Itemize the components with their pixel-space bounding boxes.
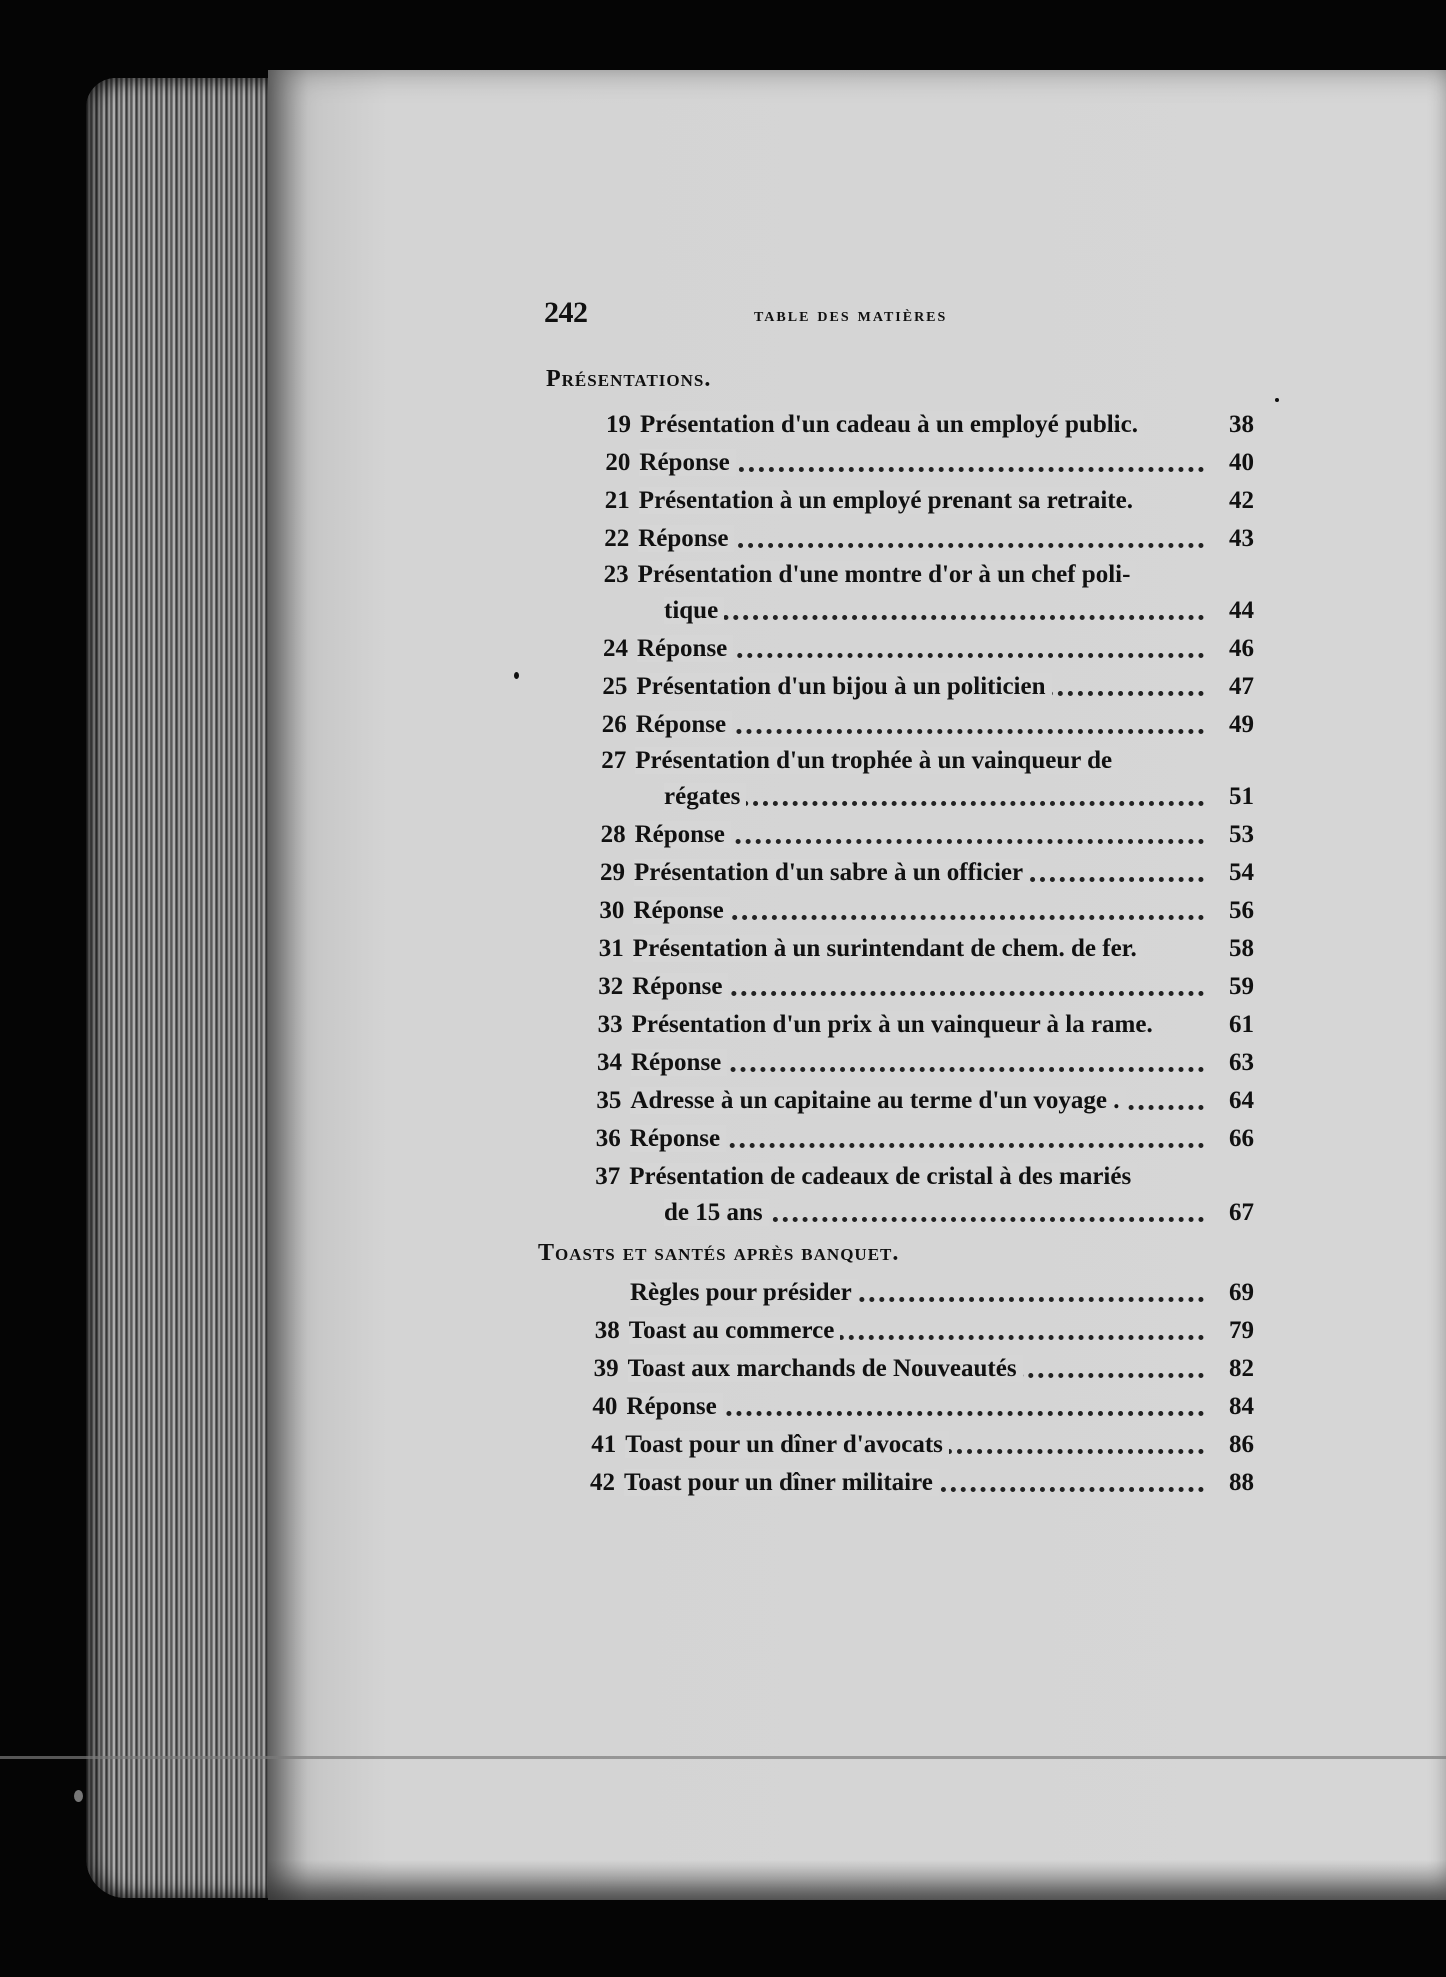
entry-number: 27 [601, 747, 627, 774]
section-heading: Toasts et santés après banquet. [538, 1240, 900, 1266]
entry-number: 21 [604, 487, 630, 514]
entry-page: 58 [1228, 935, 1254, 962]
entry-page: 38 [1229, 411, 1254, 438]
entry-title [636, 672, 1204, 702]
entry-title-text: Présentation d'un prix à un vainqueur à la rame. [632, 1011, 1159, 1038]
speck [74, 1790, 83, 1802]
entry-title [632, 972, 1204, 1002]
speck [1275, 398, 1279, 402]
entry-title [624, 1468, 1204, 1498]
entry-title-text: Présentation d'un cadeau à un employé public. [640, 411, 1144, 438]
toc-entry-continuation [664, 782, 1254, 812]
entry-title [630, 1086, 1204, 1116]
entry-number: 19 [606, 411, 631, 438]
entry-title [629, 1316, 1204, 1346]
page-header [0, 296, 1446, 336]
entry-title-text: Réponse [633, 897, 729, 924]
toc-entry [603, 634, 1254, 664]
entry-page: 49 [1228, 711, 1254, 738]
speck [514, 672, 519, 679]
entry-page: 64 [1228, 1087, 1254, 1114]
toc-entry [605, 448, 1254, 478]
entry-title [626, 1392, 1204, 1422]
toc-entry-continuation [664, 596, 1254, 626]
entry-page: 84 [1228, 1393, 1254, 1420]
entry-title-text: Réponse [631, 1049, 727, 1076]
entry-number: 32 [598, 973, 624, 1000]
entry-title-continuation [664, 1198, 1204, 1228]
entry-title-text: Règles pour présider [630, 1279, 858, 1306]
toc-entry [591, 1430, 1254, 1460]
entry-title [634, 858, 1204, 888]
toc-entry [595, 1316, 1254, 1346]
toc-entry [604, 560, 1254, 590]
entry-page: 43 [1228, 525, 1254, 552]
entry-page: 67 [1229, 1199, 1254, 1226]
entry-page: 42 [1228, 487, 1254, 514]
toc-entry [601, 746, 1254, 776]
toc-entry [596, 1278, 1254, 1308]
entry-number: 24 [603, 635, 628, 662]
entry-number: 23 [603, 561, 629, 588]
entry-title-text: Réponse [636, 711, 732, 738]
entry-number: 40 [592, 1393, 618, 1420]
entry-title-text: Réponse [637, 635, 733, 662]
toc-entry [598, 1010, 1254, 1040]
entry-title-text: Présentation d'un sabre à un officier [634, 859, 1029, 886]
entry-title [638, 524, 1204, 554]
section-heading: Présentations. [546, 366, 712, 392]
entry-title-text: Réponse [638, 525, 734, 552]
entry-number: 26 [601, 711, 627, 738]
entry-number: 38 [594, 1317, 620, 1344]
entry-page: 66 [1228, 1125, 1254, 1152]
entry-page: 63 [1229, 1049, 1254, 1076]
entry-title-text: Toast pour un dîner militaire [624, 1469, 939, 1496]
entry-title-text: Toast pour un dîner d'avocats [625, 1431, 949, 1458]
entry-title [630, 1278, 1204, 1308]
entry-title-text: Réponse [632, 973, 728, 1000]
entry-title-text: Adresse à un capitaine au terme d'un voyage . [630, 1087, 1125, 1114]
toc-entry [604, 524, 1254, 554]
entry-title [628, 1354, 1204, 1384]
entry-title [625, 1430, 1204, 1460]
entry-title [638, 560, 1254, 590]
entry-number: 20 [605, 449, 631, 476]
entry-title-text: Réponse [630, 1125, 726, 1152]
toc-entry [596, 1086, 1254, 1116]
entry-title-continuation-text: régates [664, 783, 746, 810]
entry-title-text: Présentation d'un trophée à un vainqueur de [635, 747, 1118, 774]
entry-page: 86 [1228, 1431, 1254, 1458]
toc-entry [605, 486, 1254, 516]
entry-number: 35 [596, 1087, 622, 1114]
entry-number: 41 [591, 1431, 617, 1458]
toc-entry [597, 1048, 1254, 1078]
toc-entry [601, 820, 1254, 850]
entry-title [630, 1124, 1204, 1154]
entry-page: 54 [1229, 859, 1254, 886]
entry-title [635, 820, 1204, 850]
toc-entry [599, 896, 1254, 926]
entry-page: 53 [1228, 821, 1254, 848]
page-number: 242 [544, 296, 588, 329]
entry-number: 36 [595, 1125, 621, 1152]
entry-number: 39 [593, 1355, 619, 1382]
entry-title-text: Présentation d'une montre d'or à un chef poli- [638, 561, 1137, 588]
entry-title-continuation [664, 782, 1204, 812]
entry-number: 42 [590, 1469, 615, 1496]
entry-title-text: Présentation de cadeaux de cristal à des mariés [629, 1163, 1137, 1190]
entry-title-text: Toast au commerce [629, 1317, 841, 1344]
entry-title [633, 934, 1204, 964]
running-title: table des matières [754, 304, 948, 326]
entry-page: 59 [1228, 973, 1254, 1000]
entry-title-text: Toast aux marchands de Nouveautés [628, 1355, 1023, 1382]
toc-entry [590, 1468, 1254, 1498]
entry-number: 29 [600, 859, 625, 886]
entry-title-text: Réponse [626, 1393, 722, 1420]
entry-page: 46 [1229, 635, 1254, 662]
entry-number: 37 [595, 1163, 621, 1190]
toc-entry-continuation [664, 1198, 1254, 1228]
entry-title [631, 1048, 1204, 1078]
entry-title [635, 746, 1254, 776]
entry-number: 34 [597, 1049, 622, 1076]
entry-title [629, 1162, 1254, 1192]
toc-entry [595, 1162, 1254, 1192]
toc-entry [596, 1124, 1254, 1154]
toc-entry [592, 1392, 1254, 1422]
leader-dots [664, 615, 1204, 620]
scan-artifact-line [0, 1756, 1446, 1759]
entry-page: 61 [1228, 1011, 1254, 1038]
entry-title-text: Présentation d'un bijou à un politicien [636, 673, 1051, 700]
entry-title-continuation-text: tique [664, 597, 724, 624]
toc-entry [598, 972, 1254, 1002]
entry-title [633, 896, 1204, 926]
toc-entry [606, 410, 1254, 440]
toc-entry [602, 710, 1254, 740]
entry-title-text: Réponse [639, 449, 735, 476]
entry-title-text: Réponse [635, 821, 731, 848]
toc-entry [602, 672, 1254, 702]
toc-entry [600, 858, 1254, 888]
entry-title [636, 710, 1204, 740]
entry-page: 44 [1229, 597, 1254, 624]
entry-page: 88 [1229, 1469, 1254, 1496]
entry-title [639, 486, 1204, 516]
page-edges [86, 78, 286, 1898]
entry-title [637, 634, 1204, 664]
entry-page: 51 [1229, 783, 1254, 810]
toc-entry [599, 934, 1254, 964]
entry-number: 31 [598, 935, 624, 962]
entry-page: 82 [1228, 1355, 1254, 1382]
entry-page: 40 [1228, 449, 1254, 476]
entry-number: 25 [602, 673, 628, 700]
entry-page: 47 [1228, 673, 1254, 700]
entry-number: 33 [597, 1011, 623, 1038]
entry-page: 79 [1228, 1317, 1254, 1344]
entry-page: 69 [1229, 1279, 1254, 1306]
entry-title-continuation-text: de 15 ans [664, 1199, 769, 1226]
entry-number: 22 [604, 525, 630, 552]
entry-title [632, 1010, 1204, 1040]
entry-number: 30 [599, 897, 625, 924]
toc-entry [594, 1354, 1254, 1384]
entry-title-continuation [664, 596, 1204, 626]
entry-title-text: Présentation à un surintendant de chem. de fer. [633, 935, 1143, 962]
entry-title-text: Présentation à un employé prenant sa retraite. [639, 487, 1139, 514]
entry-page: 56 [1228, 897, 1254, 924]
entry-title [640, 410, 1204, 440]
entry-title [639, 448, 1204, 478]
entry-number: 28 [600, 821, 626, 848]
